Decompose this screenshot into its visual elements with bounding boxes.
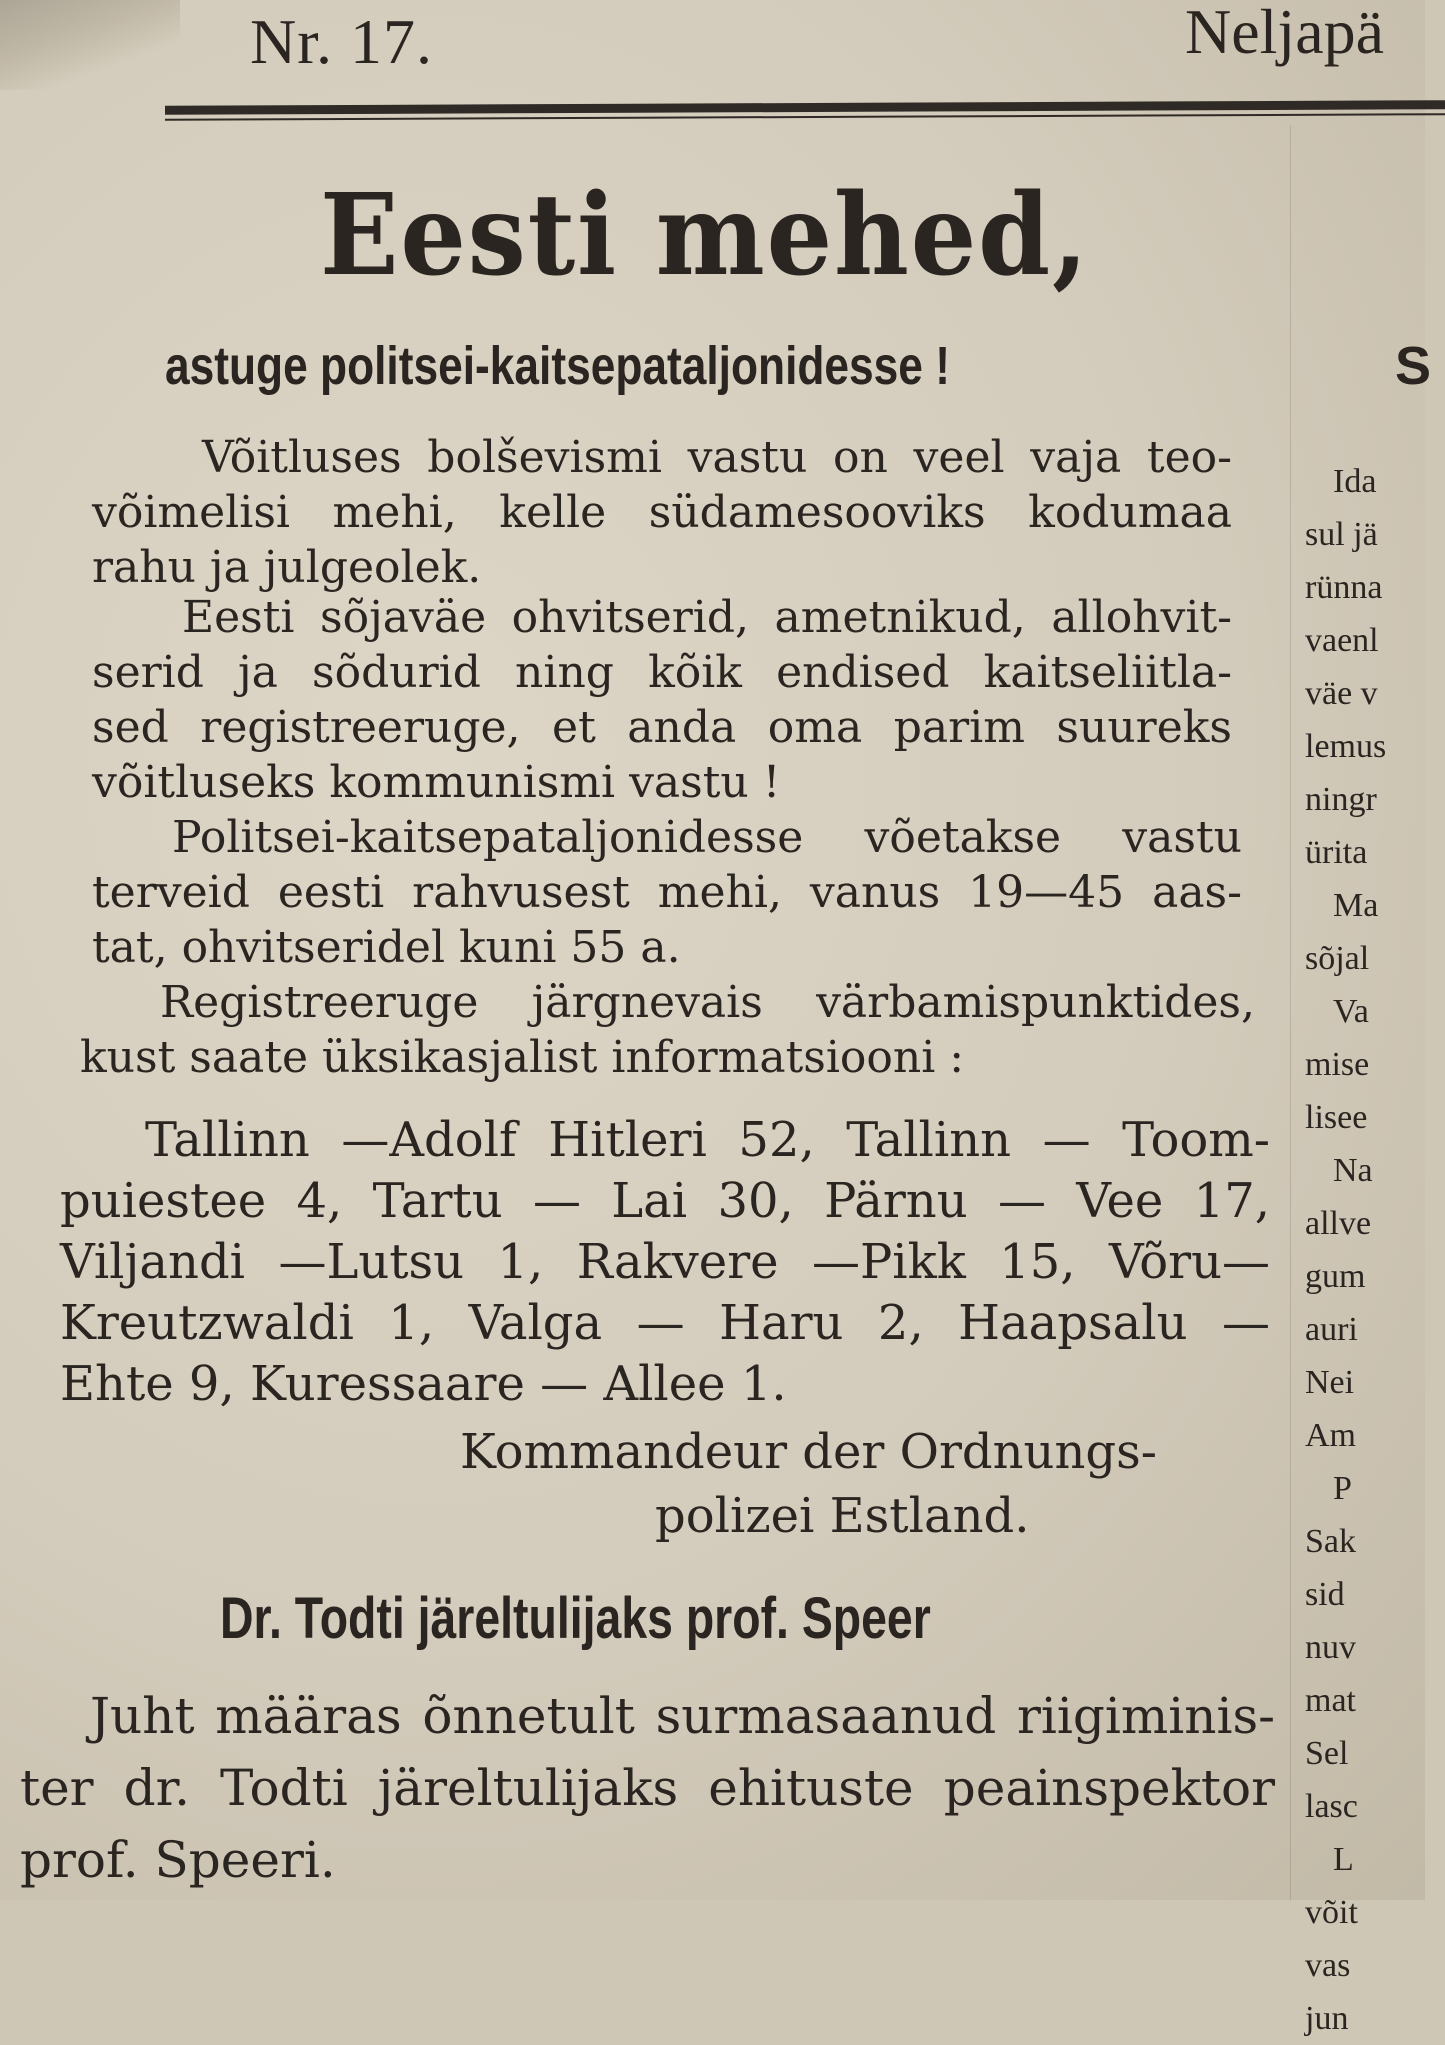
text-line: Viljandi —Lutsu 1, Rakvere —Pikk 15, Võru—: [60, 1234, 1270, 1290]
right-column-line: Sel: [1305, 1735, 1349, 1772]
right-column-line: P: [1333, 1470, 1352, 1507]
header-rule-thin: [165, 113, 1445, 121]
right-column-line: vaenl: [1305, 622, 1379, 659]
article-paragraph-4: [80, 975, 1255, 1085]
right-column-line: sid: [1305, 1576, 1345, 1613]
text-line: Juht määras õnnetult surmasaanud riigiminis-: [90, 1687, 1275, 1745]
text-line: Võitluses bolševismi vastu on veel vaja teo-: [202, 432, 1232, 483]
text-line: rahu ja julgeolek.: [92, 542, 482, 593]
right-column-heading: S: [1395, 336, 1432, 396]
right-column-line: vas: [1305, 1947, 1351, 1984]
right-column-line: ürita: [1305, 834, 1368, 871]
paper-fold-shadow: [0, 0, 180, 90]
right-column-line: auri: [1305, 1311, 1358, 1348]
text-line: Ehte 9, Kuressaare — Allee 1.: [60, 1356, 787, 1412]
right-column-line: ningr: [1305, 781, 1377, 818]
right-column-line: Ma: [1333, 887, 1379, 924]
article2-paragraph: [20, 1680, 1275, 1896]
right-column-line: Na: [1333, 1152, 1373, 1189]
right-column-line: Va: [1333, 993, 1369, 1030]
right-column-line: L: [1333, 1841, 1354, 1878]
text-line: prof. Speeri.: [20, 1831, 336, 1889]
text-line: sed registreeruge, et anda oma parim suureks: [92, 702, 1232, 753]
right-column-line: lemus: [1305, 728, 1387, 765]
right-column-line: jun: [1305, 2000, 1349, 2037]
article-subheadline: astuge politsei-kaitsepataljonidesse !: [165, 336, 950, 396]
text-line: tat, ohvitseridel kuni 55 a.: [92, 922, 681, 973]
right-column-line: Sak: [1305, 1523, 1356, 1560]
text-line: Tallinn —Adolf Hitleri 52, Tallinn — Toom-: [145, 1112, 1270, 1168]
right-column-line: nuv: [1305, 1629, 1356, 1666]
article-headline: Eesti mehed,: [320, 170, 1090, 301]
right-column-line: mat: [1305, 1682, 1356, 1719]
text-line: Eesti sõjaväe ohvitserid, ametnikud, allohvit-: [182, 592, 1232, 643]
right-column-line: lisee: [1305, 1099, 1368, 1136]
text-line: võitluseks kommunismi vastu !: [92, 757, 781, 808]
right-column-line: rünna: [1305, 569, 1383, 606]
header-rule: [165, 100, 1445, 115]
right-column-line: Ida: [1333, 463, 1377, 500]
right-column-line: Am: [1305, 1417, 1356, 1454]
issue-number: Nr. 17.: [250, 6, 433, 77]
text-line: kust saate üksikasjalist informatsiooni :: [80, 1032, 965, 1083]
right-column-line: lasc: [1305, 1788, 1358, 1825]
article-paragraph-3: [92, 810, 1242, 975]
signature-line: polizei Estland.: [655, 1488, 1030, 1544]
signature-line: Kommandeur der Ordnungs-: [460, 1424, 1157, 1480]
text-line: terveid eesti rahvusest mehi, vanus 19—45 aas-: [92, 867, 1242, 918]
column-separator: [1290, 125, 1291, 1900]
right-column-line: mise: [1305, 1046, 1370, 1083]
article-paragraph-1: [92, 430, 1232, 595]
right-column-line: väe v: [1305, 675, 1378, 712]
text-line: Kreutzwaldi 1, Valga — Haru 2, Haapsalu —: [60, 1295, 1270, 1351]
right-column-text: [1305, 455, 1435, 2045]
right-column-line: Nei: [1305, 1364, 1355, 1401]
right-column-line: gum: [1305, 1258, 1366, 1295]
text-line: puiestee 4, Tartu — Lai 30, Pärnu — Vee 17,: [60, 1173, 1270, 1229]
text-line: võimelisi mehi, kelle südamesooviks kodumaa: [92, 487, 1232, 538]
article-paragraph-5: [60, 1110, 1270, 1415]
article-signature: [460, 1420, 1220, 1548]
right-column-line: allve: [1305, 1205, 1372, 1242]
article-paragraph-2: [92, 590, 1232, 810]
right-column-line: sõjal: [1305, 940, 1370, 977]
right-column-line: võit: [1305, 1894, 1358, 1931]
text-line: serid ja sõdurid ning kõik endised kaitseliitla-: [92, 647, 1232, 698]
text-line: Registreeruge järgnevais värbamispunktides,: [160, 977, 1255, 1028]
article2-headline: Dr. Todti järeltulijaks prof. Speer: [220, 1586, 931, 1651]
text-line: ter dr. Todti järeltulijaks ehituste peainspektor: [20, 1759, 1275, 1817]
issue-day: Neljapä: [1185, 0, 1384, 67]
text-line: Politsei-kaitsepataljonidesse võetakse vastu: [172, 812, 1242, 863]
right-column-line: sul jä: [1305, 516, 1378, 553]
